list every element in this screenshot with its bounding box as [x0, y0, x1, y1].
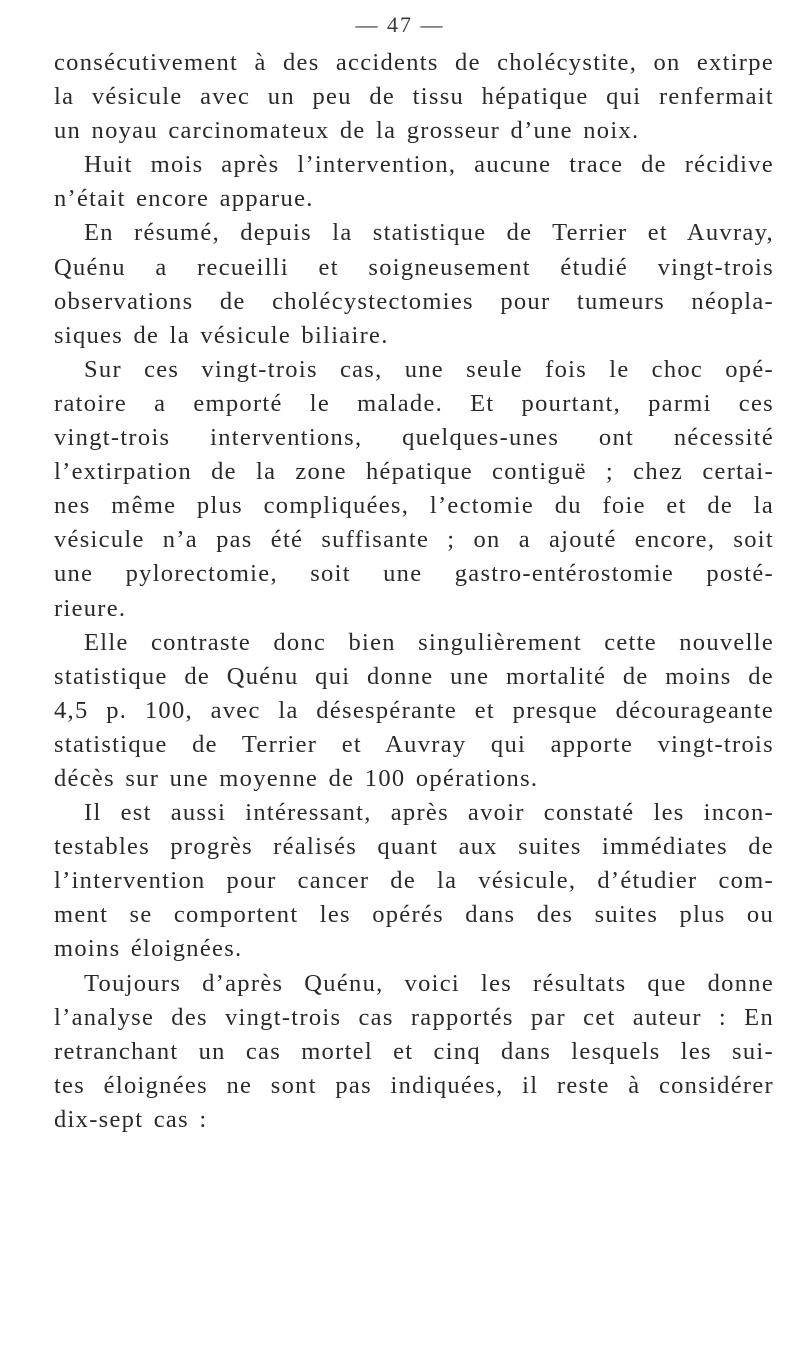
- text-line: n’était encore apparue.: [54, 185, 314, 213]
- text-line: consécutivement à des accidents de cholécystite, on extirpe: [54, 49, 774, 76]
- text-line: l’extirpation de la zone hépatique contiguë ; chez certai-: [54, 458, 774, 486]
- text-line: 4,5 p. 100, avec la désespérante et presque décourageante: [54, 696, 774, 724]
- text-line: rieure.: [54, 594, 127, 622]
- text-line: dix-sept cas :: [54, 1105, 208, 1133]
- text-line: En résumé, depuis la statistique de Terrier et Auvray,: [84, 219, 774, 247]
- text-line: testables progrès réalisés quant aux suites immédiates de: [54, 833, 774, 861]
- text-line: statistique de Terrier et Auvray qui apporte vingt-trois: [54, 730, 774, 758]
- text-line: tes éloignées ne sont pas indiquées, il reste à considérer: [54, 1071, 774, 1099]
- text-line: observations de cholécystectomies pour tumeurs néopla-: [54, 287, 774, 315]
- text-line: Elle contraste donc bien singulièrement cette nouvelle: [84, 628, 774, 656]
- text-line: ment se comportent les opérés dans des suites plus ou: [54, 901, 774, 929]
- page-number: — 47 —: [355, 12, 445, 37]
- text-line: un noyau carcinomateux de la grosseur d’une noix.: [54, 117, 640, 145]
- text-line: l’intervention pour cancer de la vésicule, d’étudier com-: [54, 867, 774, 895]
- text-line: Sur ces vingt-trois cas, une seule fois le choc opé-: [84, 355, 774, 383]
- text-line: Huit mois après l’intervention, aucune trace de récidive: [84, 151, 774, 179]
- text-line: nes même plus compliquées, l’ectomie du foie et de la: [54, 492, 774, 520]
- text-line: Il est aussi intéressant, après avoir constaté les incon-: [84, 799, 774, 827]
- text-line: Quénu a recueilli et soigneusement étudié vingt-trois: [54, 253, 774, 281]
- text-line: statistique de Quénu qui donne une mortalité de moins de: [54, 662, 774, 690]
- text-line: moins éloignées.: [54, 935, 243, 963]
- text-line: Toujours d’après Quénu, voici les résultats que donne: [84, 969, 774, 997]
- text-line: vingt-trois interventions, quelques-unes ont nécessité: [54, 424, 774, 452]
- text-line: ratoire a emporté le malade. Et pourtant, parmi ces: [54, 389, 774, 417]
- text-line: la vésicule avec un peu de tissu hépatique qui renfermait: [54, 83, 774, 111]
- text-line: décès sur une moyenne de 100 opérations.: [54, 764, 539, 792]
- body-text: [54, 46, 774, 1137]
- text-line: l’analyse des vingt-trois cas rapportés par cet auteur : En: [54, 1003, 774, 1031]
- text-line: retranchant un cas mortel et cinq dans lesquels les sui-: [54, 1037, 774, 1065]
- text-line: vésicule n’a pas été suffisante ; on a ajouté encore, soit: [54, 526, 774, 554]
- text-line: siques de la vésicule biliaire.: [54, 321, 389, 349]
- text-line: une pylorectomie, soit une gastro-entérostomie posté-: [54, 560, 774, 588]
